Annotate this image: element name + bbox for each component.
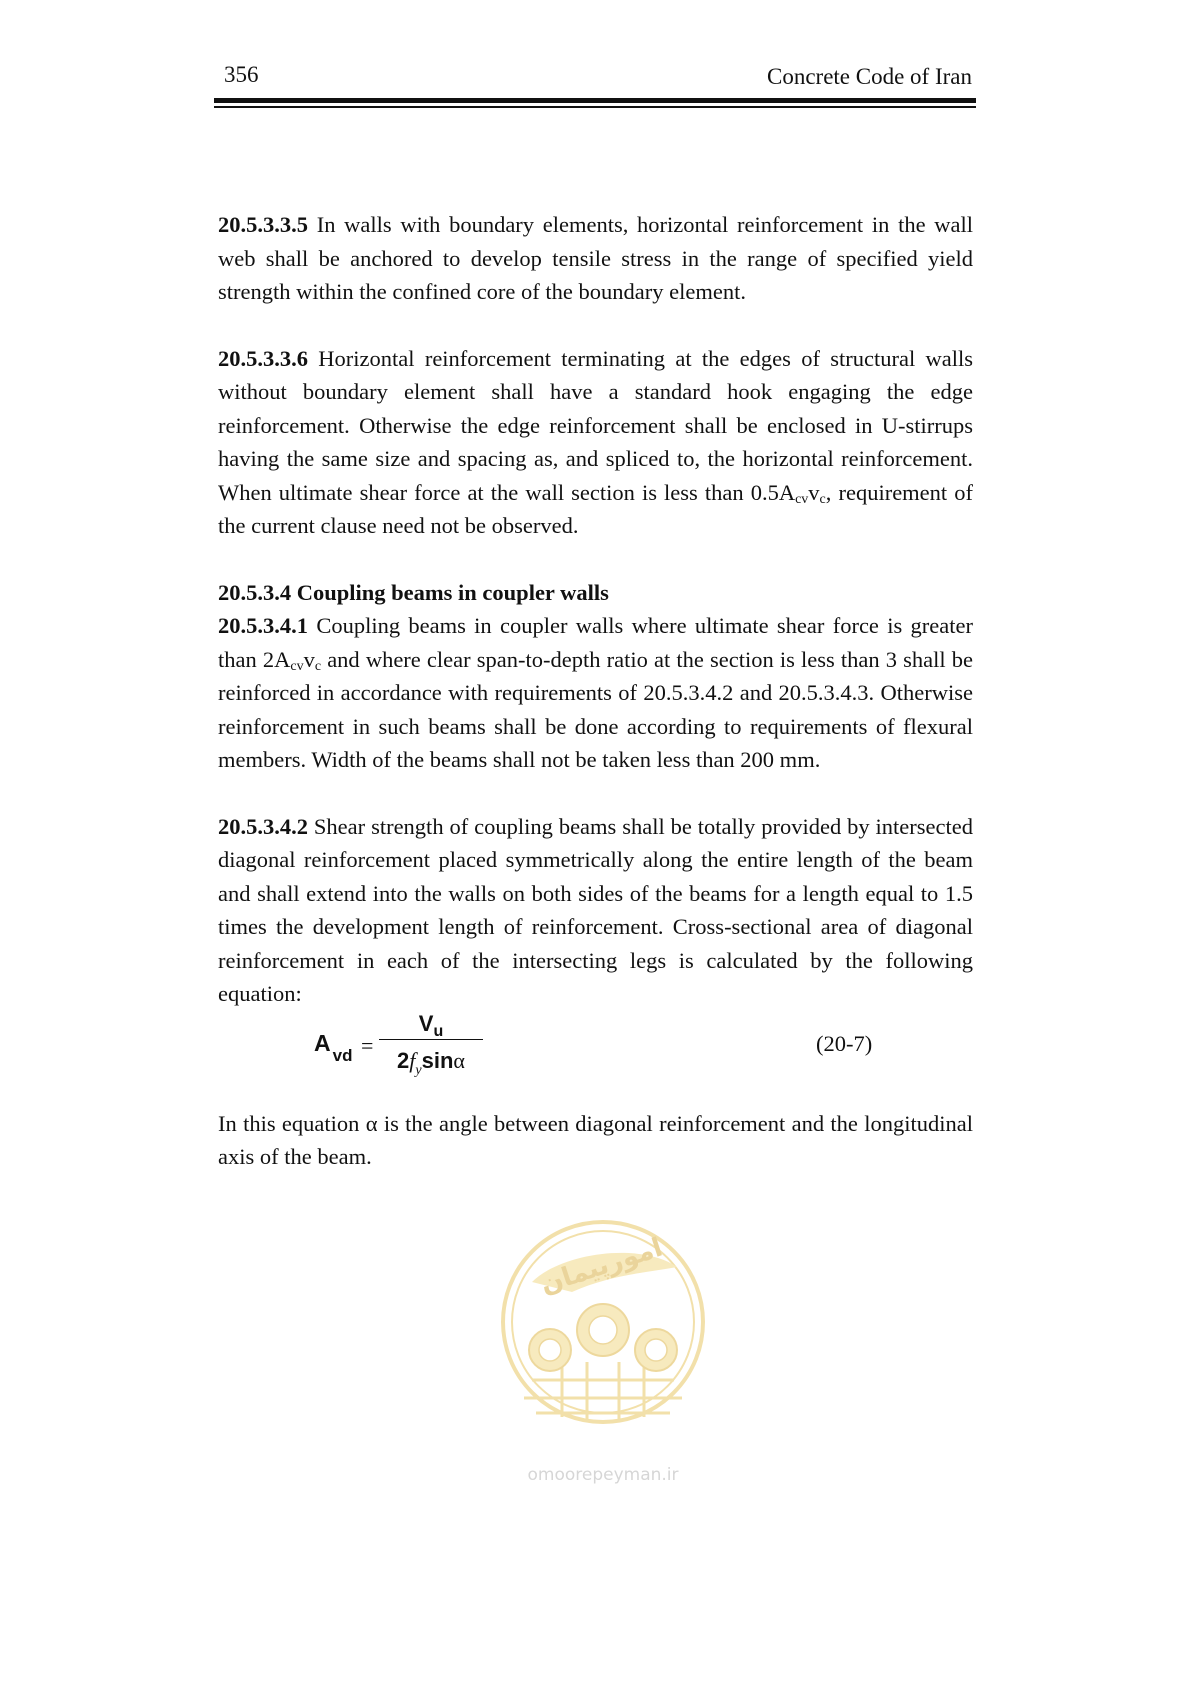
clause-text: Shear strength of coupling beams shall be totally provided by intersected diagonal reinforcement placed symmetrically along the entire length of the beam and shall extend into the walls on both sides of the beams for a length equal to 1.5 times the development length of reinforcement. Cross-sectional area of diagonal reinforcement in each of the intersecting legs is calculated by the following equation: (218, 813, 973, 1006)
clause-text: and where clear span-to-depth ratio at the section is less than 3 shall be reinforced in accordance with requirements of 20.5.3.4.2 and 20.5.3.4.3. Otherwise reinforcement in such beams shall be done according to requirements of flexural members. Width of the beams shall not be taken less than 200 mm. (218, 646, 973, 772)
fraction-bar (379, 1039, 483, 1041)
symbol-v: v (808, 479, 820, 505)
clause-number: 20.5.3.3.5 (218, 212, 308, 237)
equation-denominator: $2f_y\sin\alpha$ (397, 1048, 465, 1078)
equation-lhs: A $_{vd}$ (314, 1029, 353, 1065)
header-rule-thick (214, 98, 976, 103)
subscript-cv: cv (795, 491, 809, 507)
clause-20-5-3-3-5 (218, 208, 973, 309)
clause-20-5-3-3-6 (218, 342, 973, 543)
equation-numerator: $V_u$ (418, 1010, 444, 1040)
equation-fraction (379, 1007, 483, 1082)
watermark-logo-script: امورپیمان (536, 1232, 667, 1301)
watermark-site: omoorepeyman.ir (527, 1465, 679, 1485)
clause-text: , requirement of the current clause need not be observed. (218, 479, 973, 538)
closing-paragraph: In this equation α is the angle between diagonal reinforcement and the longitudinal axis of the beam. (218, 1110, 973, 1169)
clause-number: 20.5.3.3.6 (218, 345, 308, 371)
header-rule-thin (214, 106, 976, 108)
section-heading-20-5-3-4: 20.5.3.4 Coupling beams in coupler walls (218, 579, 609, 605)
equation-equals: = (361, 1032, 374, 1058)
equation-label: (20-7) (816, 1030, 873, 1056)
page-number: 356 (224, 62, 259, 87)
clause-number: 20.5.3.4.2 (218, 813, 308, 839)
running-title: Concrete Code of Iran (766, 64, 972, 89)
clause-text: In walls with boundary elements, horizontal reinforcement in the wall web shall be anchored to develop tensile stress in the range of specified yield strength within the confined core of the boundary element. (218, 212, 973, 304)
clause-text: Coupling beams in coupler walls where ultimate shear force is greater than 2A (218, 613, 973, 672)
subscript-cv: cv (290, 658, 304, 674)
numerator-subscript: u (433, 1022, 444, 1040)
clause-number: 20.5.3.4.1 (218, 613, 308, 638)
clause-text: Horizontal reinforcement terminating at the edges of structural walls without boundary element shall have a standard hook engaging the edge reinforcement. Otherwise the edge reinforcement shall be enclosed in U-stirrups having the same size and spacing as, and spliced to, the horizontal reinforcement. When ultimate shear force at the wall section is less than 0.5A (218, 345, 973, 505)
equation-lhs-subscript: vd (332, 1045, 353, 1065)
denominator-subscript: y (415, 1063, 422, 1078)
clause-20-5-3-4-1 (218, 609, 973, 777)
symbol-v: v (303, 646, 315, 672)
equation-20-7 (218, 1010, 973, 1083)
clause-20-5-3-4-2 (218, 810, 973, 1011)
watermark-logo (492, 1212, 714, 1492)
subscript-c: c (819, 491, 826, 507)
body-text (218, 208, 973, 1207)
subscript-c: c (314, 658, 322, 674)
